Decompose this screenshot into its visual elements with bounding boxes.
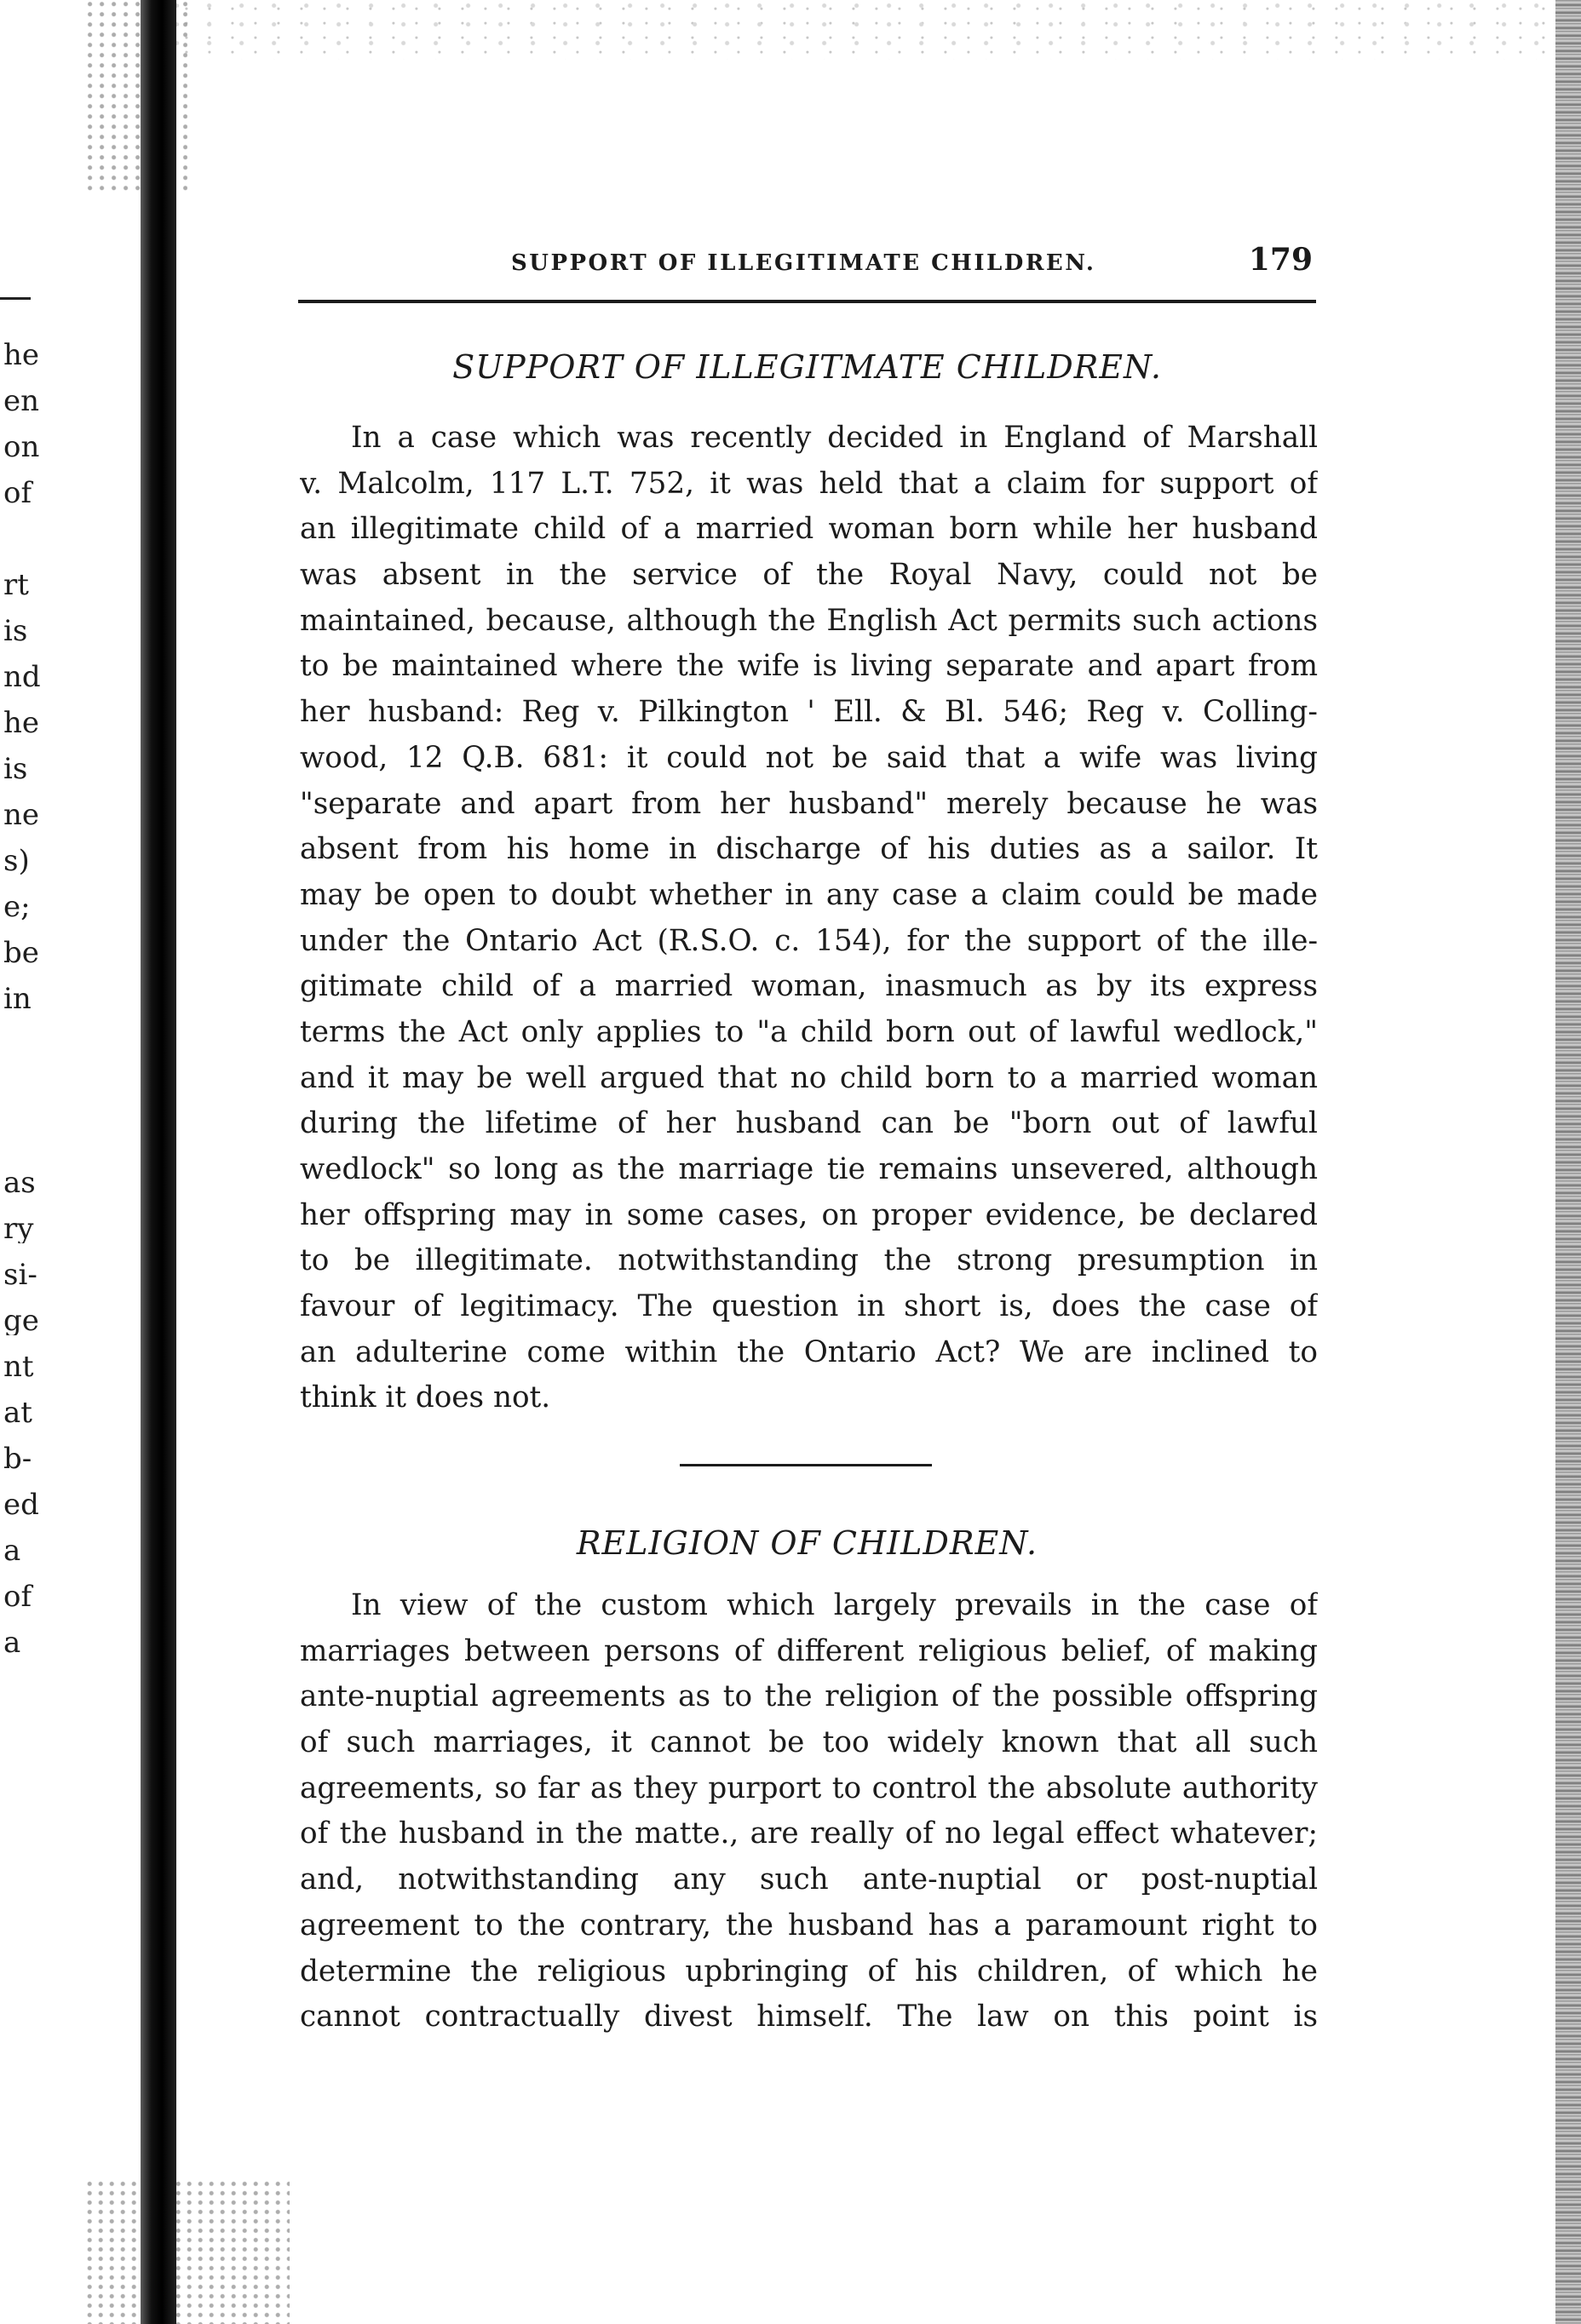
text-line: may be open to doubt whether in any case a claim could be made bbox=[300, 877, 1318, 912]
text-line: cannot contractually divest himself. The law on this point is bbox=[300, 2000, 1318, 2034]
text-line: wood, 12 Q.B. 681: it could not be said that a wife was living bbox=[300, 740, 1318, 775]
previous-page-fragment: rt bbox=[3, 571, 29, 600]
header-rule bbox=[298, 300, 1316, 303]
text-line: "separate and apart from her husband" merely because he was bbox=[300, 786, 1318, 821]
previous-page-fragment: a bbox=[3, 1628, 21, 1657]
text-line: marriages between persons of different religious belief, of making bbox=[300, 1633, 1318, 1668]
text-line: think it does not. bbox=[300, 1380, 551, 1415]
section-title-religion: RELIGION OF CHILDREN. bbox=[576, 1524, 1038, 1562]
previous-page-fragment: on bbox=[3, 433, 40, 462]
text-line: In view of the custom which largely prevails in the case of bbox=[351, 1588, 1318, 1622]
previous-page-fragment: ed bbox=[3, 1490, 39, 1519]
text-line: determine the religious upbringing of his children, of which he bbox=[300, 1954, 1318, 1988]
previous-page-fragment: a bbox=[3, 1536, 21, 1565]
text-line: maintained, because, although the English Act permits such actions bbox=[300, 603, 1318, 638]
text-line: to be maintained where the wife is living separate and apart from bbox=[300, 649, 1318, 684]
previous-page-fragment: ry bbox=[3, 1214, 34, 1243]
page-number: 179 bbox=[1248, 242, 1313, 278]
previous-page-fragment: at bbox=[3, 1398, 32, 1427]
previous-page-fragment: be bbox=[3, 938, 39, 967]
text-line: wedlock" so long as the marriage tie remains unsevered, although bbox=[300, 1152, 1318, 1186]
text-line: her husband: Reg v. Pilkington ' Ell. & Bl. 546; Reg v. Colling- bbox=[300, 695, 1318, 730]
scan-noise-bottom-left bbox=[85, 2180, 290, 2324]
previous-page-fragment: is bbox=[3, 755, 28, 783]
page-header bbox=[298, 242, 1316, 283]
text-line: during the lifetime of her husband can be "born out of lawful bbox=[300, 1106, 1318, 1141]
page-edge-right bbox=[1555, 0, 1581, 2324]
text-line: favour of legitimacy. The question in short is, does the case of bbox=[300, 1289, 1318, 1324]
scan-noise-top bbox=[170, 0, 1550, 60]
text-line: v. Malcolm, 117 L.T. 752, it was held that a claim for support of bbox=[300, 466, 1318, 501]
previous-page-fragment: s) bbox=[3, 846, 30, 875]
text-line: an adulterine come within the Ontario Act? We are inclined to bbox=[300, 1334, 1318, 1369]
text-line: her offspring may in some cases, on proper evidence, be declared bbox=[300, 1197, 1318, 1232]
book-binding-gutter bbox=[141, 0, 176, 2324]
previous-page-fragment: is bbox=[3, 617, 28, 646]
text-line: agreements, so far as they purport to control the absolute authority bbox=[300, 1770, 1318, 1805]
previous-page-fragment: ge bbox=[3, 1306, 39, 1335]
running-head: SUPPORT OF ILLEGITIMATE CHILDREN. bbox=[511, 250, 1096, 276]
text-line: absent from his home in discharge of his duties as a sailor. It bbox=[300, 832, 1318, 867]
text-line: to be illegitimate. notwithstanding the strong presumption in bbox=[300, 1243, 1318, 1278]
previous-page-fragment: of bbox=[3, 479, 32, 508]
text-line: and it may be well argued that no child born to a married woman bbox=[300, 1060, 1318, 1095]
text-line: In a case which was recently decided in England of Marshall bbox=[351, 421, 1318, 455]
previous-page-fragment: b- bbox=[3, 1444, 32, 1473]
text-line: gitimate child of a married woman, inasmuch as by its express bbox=[300, 969, 1318, 1004]
text-line: an illegitimate child of a married woman born while her husband bbox=[300, 512, 1318, 547]
previous-page-fragment: en bbox=[3, 387, 40, 416]
text-line: agreement to the contrary, the husband has a paramount right to bbox=[300, 1908, 1318, 1942]
previous-page-fragment: e; bbox=[3, 892, 31, 921]
text-line: of the husband in the matte., are really of no legal effect whatever; bbox=[300, 1816, 1318, 1851]
text-line: was absent in the service of the Royal Navy, could not be bbox=[300, 558, 1318, 593]
previous-page-fragment: he bbox=[3, 709, 40, 737]
text-line: of such marriages, it cannot be too widely known that all such bbox=[300, 1725, 1318, 1760]
section-divider bbox=[680, 1464, 932, 1466]
previous-page-fragment: as bbox=[3, 1168, 36, 1197]
previous-page-fragment: nt bbox=[3, 1352, 34, 1381]
previous-page-fragment: nd bbox=[3, 663, 41, 691]
previous-page-fragment: of bbox=[3, 1582, 32, 1611]
text-line: ante-nuptial agreements as to the religion of the possible offspring bbox=[300, 1679, 1318, 1714]
text-line: terms the Act only applies to "a child born out of lawful wedlock," bbox=[300, 1014, 1318, 1049]
section-title-support: SUPPORT OF ILLEGITMATE CHILDREN. bbox=[452, 348, 1162, 386]
previous-page-fragment: in bbox=[3, 984, 32, 1013]
section-body-religion bbox=[300, 1583, 1318, 2040]
previous-page-fragment: he bbox=[3, 341, 40, 370]
previous-page-fragment: ne bbox=[3, 800, 40, 829]
previous-page-edge-text bbox=[0, 298, 51, 2257]
previous-page-rule bbox=[0, 297, 31, 300]
text-line: under the Ontario Act (R.S.O. c. 154), for the support of the ille- bbox=[300, 923, 1318, 958]
section-body-support bbox=[300, 416, 1318, 1421]
previous-page-fragment: si- bbox=[3, 1260, 37, 1289]
text-line: and, notwithstanding any such ante-nuptial or post-nuptial bbox=[300, 1862, 1318, 1897]
